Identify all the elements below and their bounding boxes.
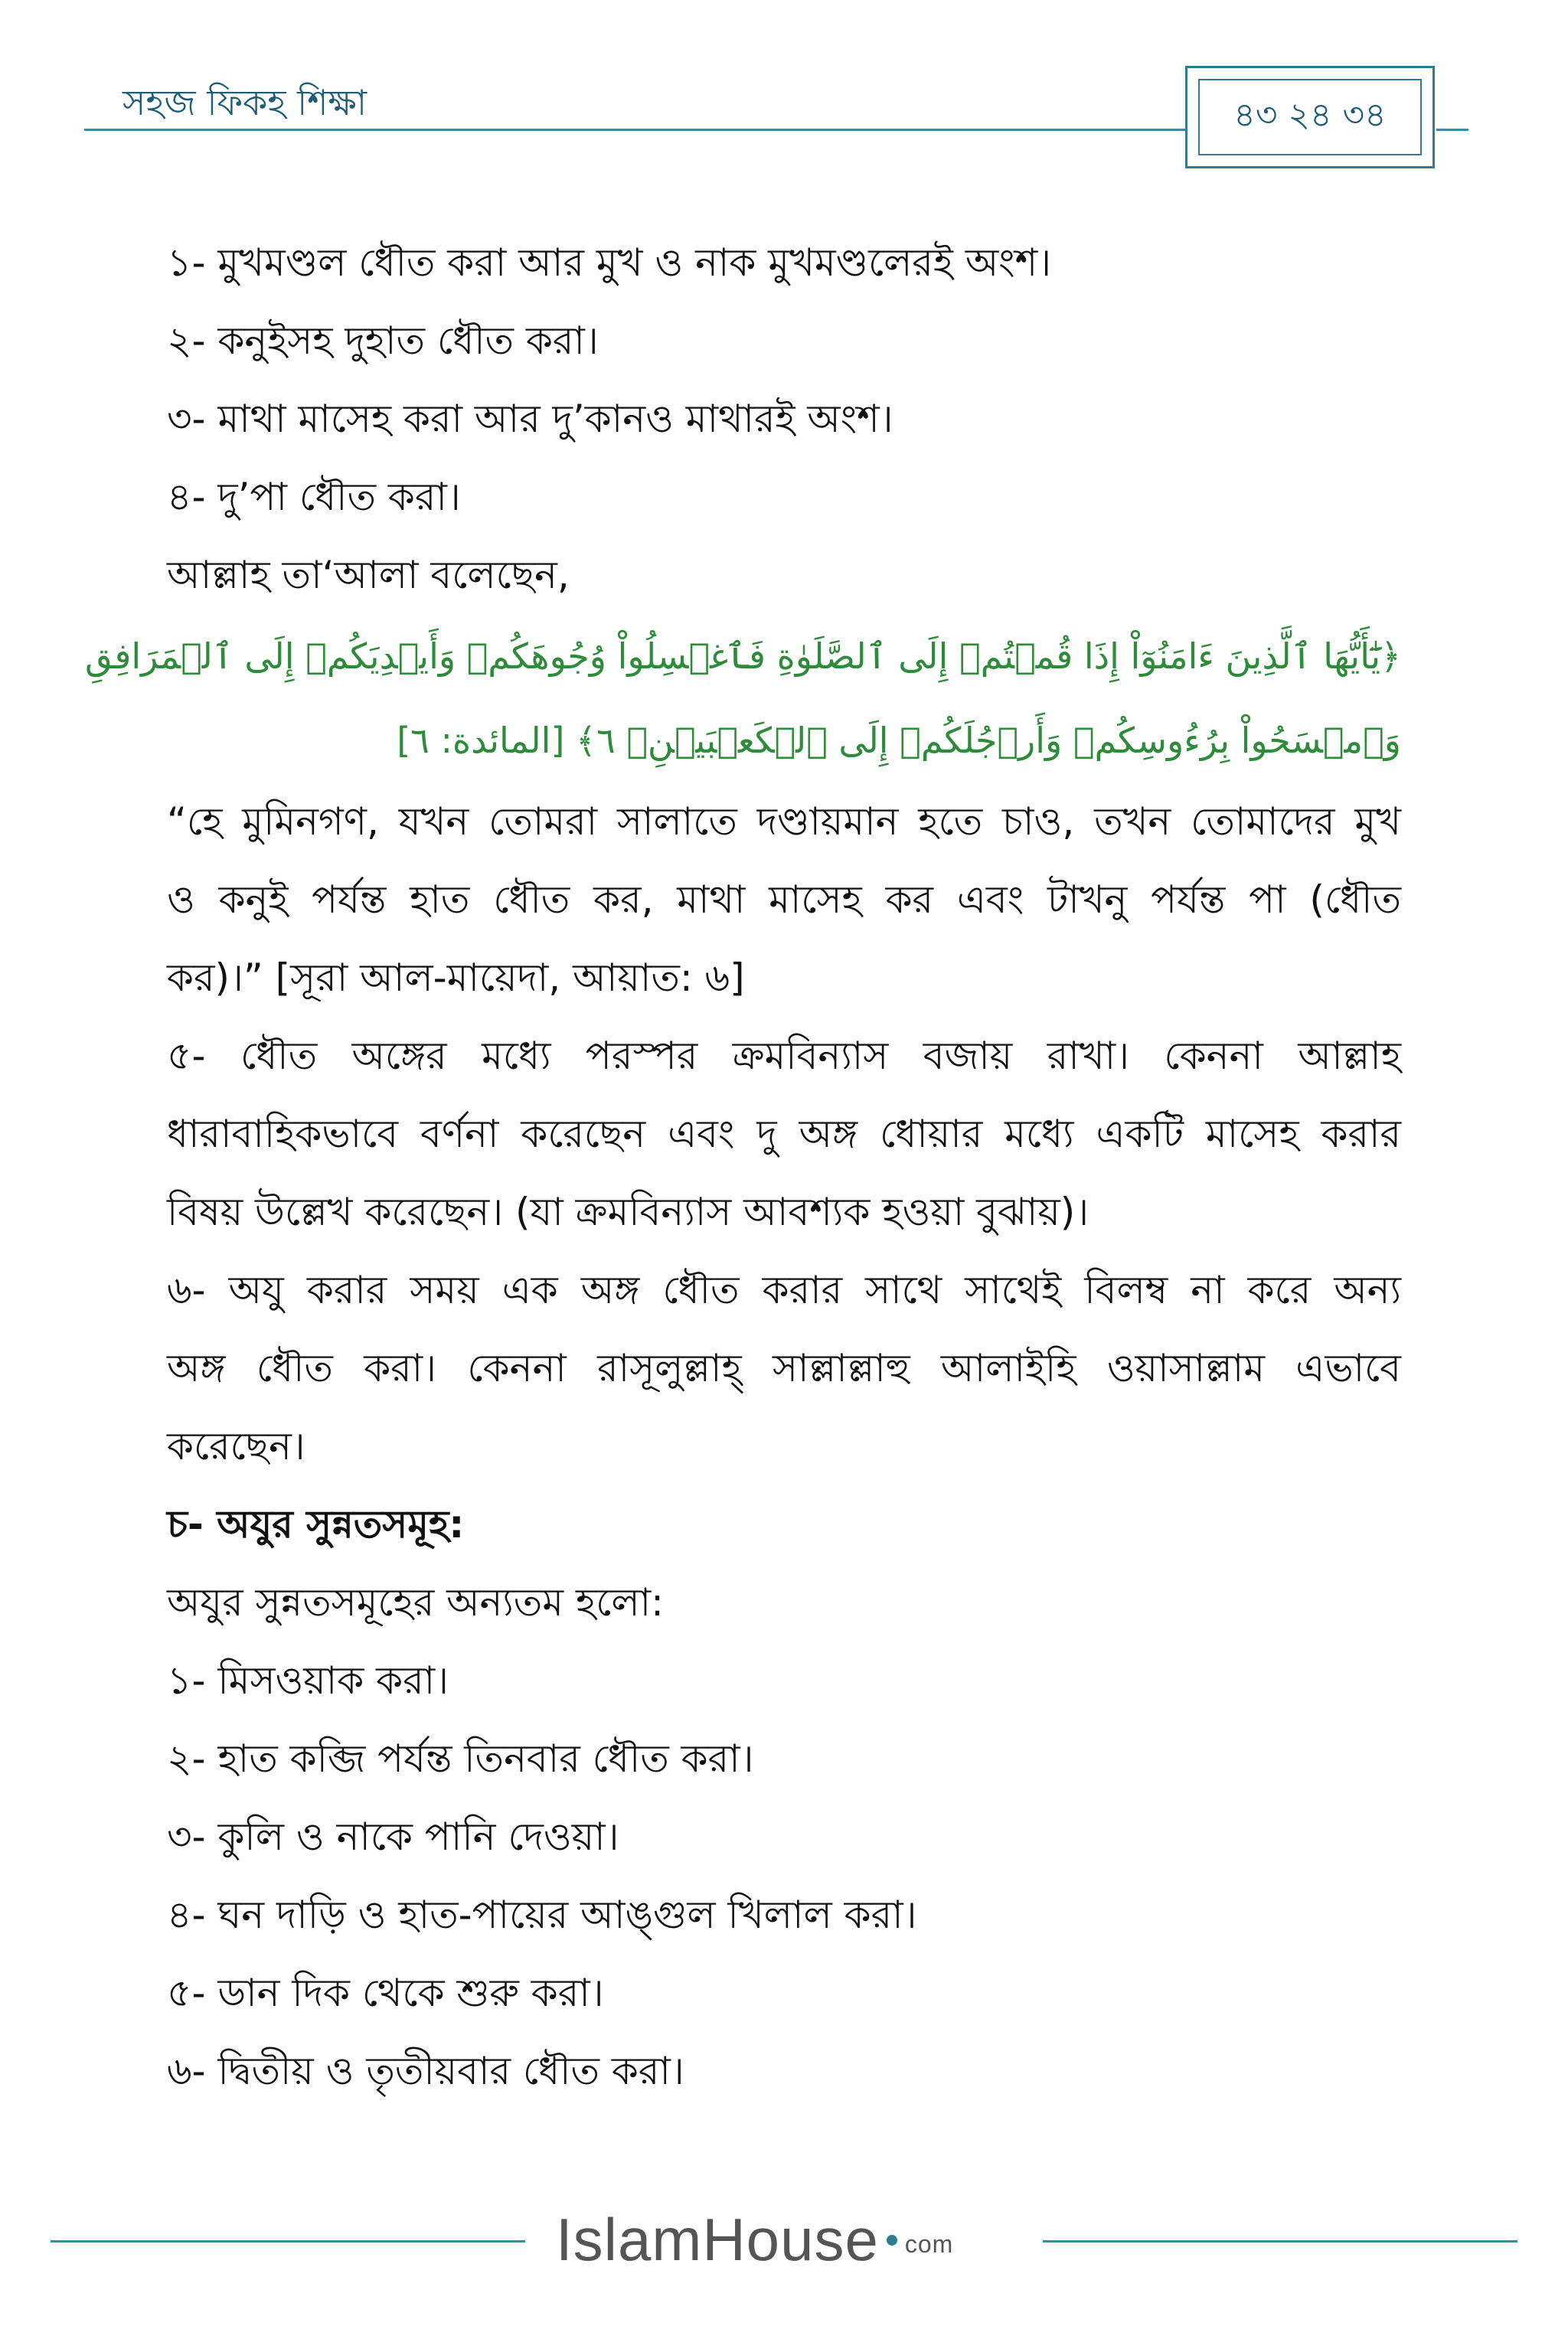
section-intro: অযুর সুন্নতসমূহের অন্যতম হলো: [167, 1580, 664, 1625]
quran-verse-line-2 [167, 698, 1401, 782]
list-item: ৩- কুলি ও নাকে পানি দেওয়া। [167, 1815, 619, 1859]
translation-line: ও কনুই পর্যন্ত হাত ধৌত কর, মাথা মাসেহ কর এবং টাখনু পর্যন্ত পা (ধৌত [167, 877, 1401, 922]
islamhouse-logo [556, 2205, 953, 2275]
page-number-box [1185, 66, 1435, 168]
point-5-line: ৫- ধৌত অঙ্গের মধ্যে পরস্পর ক্রমবিন্যাস বজায় রাখা। কেননা আল্লাহ [167, 1034, 1401, 1078]
body-line: ১- মুখমণ্ডল ধৌত করা আর মুখ ও নাক মুখমণ্ডলেরই অংশ। [167, 240, 1052, 285]
list-item: ৪- ঘন দাড়ি ও হাত-পায়ের আঙ্গুল খিলাল করা। [167, 1893, 917, 1937]
list-item: ৫- ডান দিক থেকে শুরু করা। [167, 1971, 604, 2015]
body-line: আল্লাহ তা‘আলা বলেছেন, [167, 553, 570, 597]
logo-text: IslamHouse [556, 2206, 879, 2273]
section-heading: চ- অযুর সুন্নতসমূহ: [167, 1502, 465, 1547]
quran-verse-line-1: ﴿يَٰٓأَيُّهَا ٱلَّذِينَ ءَامَنُوٓاْ إِذَا قُمۡتُمۡ إِلَى ٱلصَّلَوٰةِ فَٱغۡسِلُواْ وُجُوهَكُمۡ وَأَيۡدِيَكُمۡ إِلَى ٱلۡمَرَافِقِ [85, 635, 1401, 677]
quran-reference: [المائدة: ٦] [397, 720, 565, 761]
translation-line: “হে মুমিনগণ, যখন তোমরা সালাতে দণ্ডায়মান হতে চাও, তখন তোমাদের মুখ [167, 799, 1401, 844]
point-6-line: ৬- অযু করার সময় এক অঙ্গ ধৌত করার সাথে সাথেই বিলম্ব না করে অন্য [167, 1268, 1401, 1312]
quran-verse-text: وَٱمۡسَحُواْ بِرُءُوسِكُمۡ وَأَرۡجُلَكُمۡ إِلَى ٱلۡكَعۡبَيۡنِۚ ٦﴾ [576, 720, 1401, 761]
logo-com: com [904, 2230, 954, 2258]
body-line: ৩- মাথা মাসেহ করা আর দু’কানও মাথারই অংশ। [167, 397, 893, 441]
page-number-frame [1198, 79, 1422, 155]
point-6-line: অঙ্গ ধৌত করা। কেননা রাসূলুল্লাহ্ সাল্লাল্লাহু আলাইহি ওয়াসাল্লাম এভাবে [167, 1346, 1401, 1390]
point-5-line: বিষয় উল্লেখ করেছেন। (যা ক্রমবিন্যাস আবশ্যক হওয়া বুঝায়)। [167, 1190, 1089, 1234]
body-line: ৪- দু’পা ধৌত করা। [167, 475, 461, 519]
list-item: ৬- দ্বিতীয় ও তৃতীয়বার ধৌত করা। [167, 2049, 684, 2093]
header-rule [84, 129, 1187, 131]
point-5-line: ধারাবাহিকভাবে বর্ণনা করেছেন এবং দু অঙ্গ ধোয়ার মধ্যে একটি মাসেহ করার [167, 1112, 1401, 1156]
footer-rule-left [51, 2240, 525, 2243]
page-number: ৪৩ ২৪ ৩৪ [1233, 95, 1387, 135]
page-body [85, 224, 1401, 2110]
list-item: ২- হাত কব্জি পর্যন্ত তিনবার ধৌত করা। [167, 1736, 754, 1781]
header-rule-right [1436, 129, 1468, 131]
point-6-line: করেছেন। [167, 1424, 305, 1468]
translation-line: কর)।” [সূরা আল-মায়েদা, আয়াত: ৬] [167, 956, 745, 1000]
body-line: ২- কনুইসহ দুহাত ধৌত করা। [167, 318, 599, 363]
footer-rule-right [1043, 2240, 1517, 2243]
logo-dot-icon [887, 2235, 897, 2246]
running-header-title: সহজ ফিকহ শিক্ষা [122, 82, 368, 123]
list-item: ১- মিসওয়াক করা। [167, 1658, 449, 1703]
